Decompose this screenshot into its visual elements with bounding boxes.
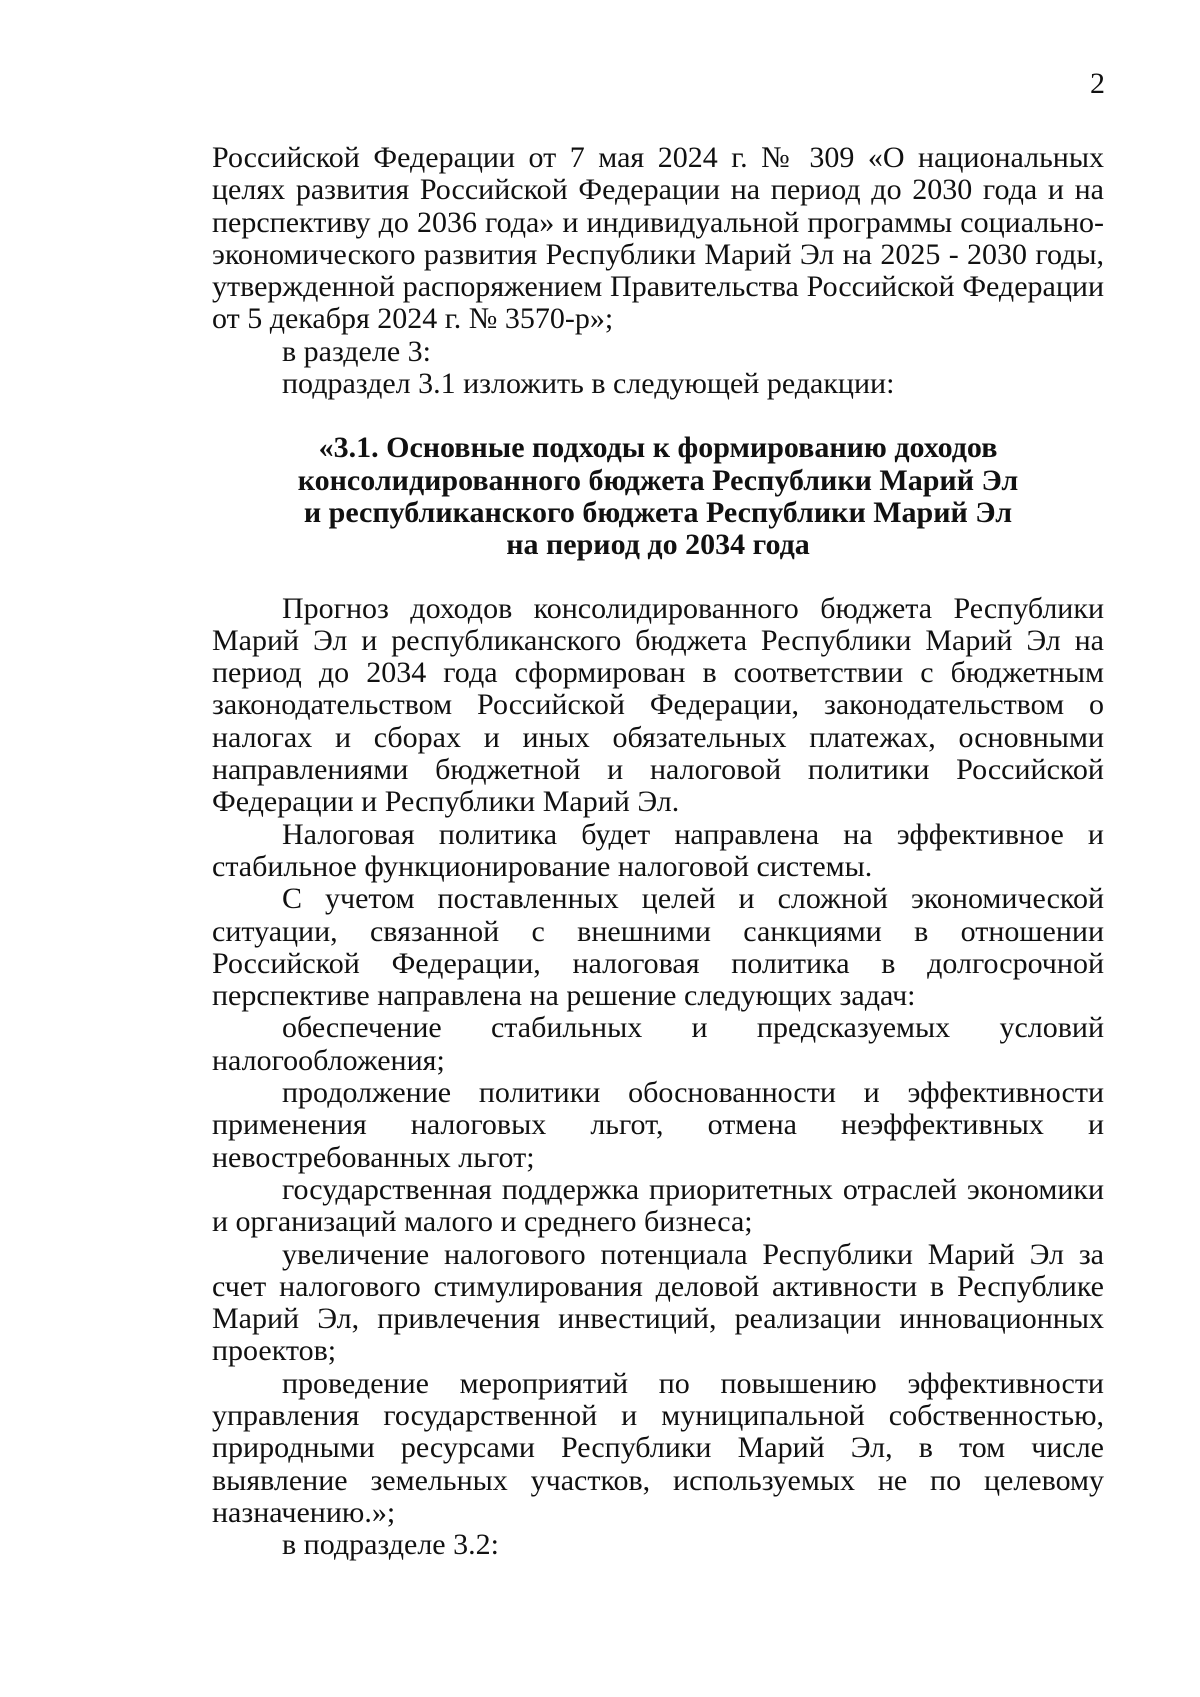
heading-line: и республиканского бюджета Республики Марий Эл xyxy=(303,495,1013,529)
body-paragraph: С учетом поставленных целей и сложной экономической ситуации, связанной с внешними санкциями в отношении Российской Федерации, налоговая политика в долгосрочной перспективе направлена на решение следующих задач: xyxy=(212,882,1104,1013)
body-paragraph: Прогноз доходов консолидированного бюджета Республики Марий Эл и республиканского бюджета Республики Марий Эл на период до 2034 года сформирован в соответствии с бюджетным законодательством Российской Федерации, законодательством о налогах и сборах и иных обязательных платежах, основными направлениями бюджетной и налоговой политики Российской Федерации и Республики Марий Эл. xyxy=(212,591,1104,819)
intro-paragraph: Российской Федерации от 7 мая 2024 г. № 309 «О национальных целях развития Российской Федерации на период до 2030 года и на перспективу до 2036 года» и индивидуальной программы социально-экономического развития Республики Марий Эл на 2025 - 2030 годы, утвержденной распоряжением Правительства Российской Федерации от 5 декабря 2024 г. № 3570-р»; xyxy=(212,141,1104,336)
page-number: 2 xyxy=(1090,67,1105,100)
heading-line: на период до 2034 года xyxy=(506,528,810,562)
task-item: государственная поддержка приоритетных отраслей экономики и организаций малого и среднего бизнеса; xyxy=(212,1172,1104,1239)
task-item: продолжение политики обоснованности и эффективности применения налоговых льгот, отмена неэффективных и невостребованных льгот; xyxy=(212,1076,1104,1174)
document-body xyxy=(212,142,1104,1561)
section-heading xyxy=(212,432,1104,561)
task-item: увеличение налогового потенциала Республики Марий Эл за счет налогового стимулирования деловой активности в Республике Марий Эл, привлечения инвестиций, реализации инновационных проектов; xyxy=(212,1237,1104,1368)
section-reference: в разделе 3: xyxy=(282,334,431,368)
heading-line: «3.1. Основные подходы к формированию доходов xyxy=(318,431,998,465)
task-item: обеспечение стабильных и предсказуемых условий налогообложения; xyxy=(212,1011,1104,1077)
closing-reference: в подразделе 3.2: xyxy=(282,1528,499,1562)
heading-line: консолидированного бюджета Республики Марий Эл xyxy=(297,463,1019,497)
subsection-instruction: подраздел 3.1 изложить в следующей редакции: xyxy=(282,367,895,401)
body-paragraph: Налоговая политика будет направлена на эффективное и стабильное функционирование налоговой системы. xyxy=(212,817,1104,883)
task-item: проведение мероприятий по повышению эффективности управления государственной и муниципальной собственностью, природными ресурсами Республики Марий Эл, в том числе выявление земельных участков, используемых не по целевому назначению.»; xyxy=(212,1366,1104,1529)
